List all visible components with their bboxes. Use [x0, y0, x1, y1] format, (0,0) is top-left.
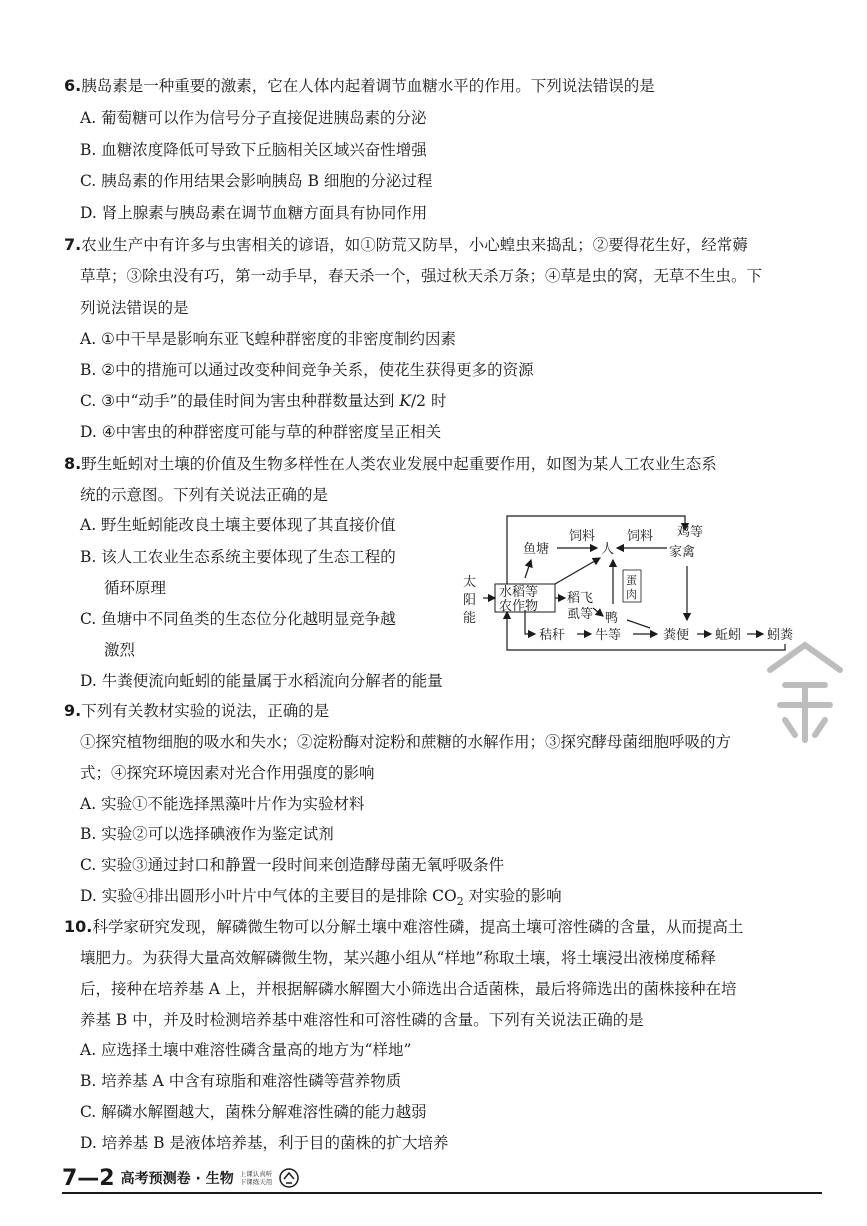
q7-stem-1: 农业生产中有许多与虫害相关的谚语，如①防荒又防旱，小心蝗虫来捣乱；②要得花生好，经常薅	[81, 236, 748, 254]
q7-option-a: A. ①中干旱是影响东亚飞蝗种群密度的非密度制约因素	[80, 330, 456, 348]
footer-title: 高考预测卷 · 生物	[120, 1171, 234, 1187]
q8-option-c-line-2: 激烈	[104, 641, 136, 659]
label-food-1: 蛋	[626, 574, 637, 587]
q9-option-d	[80, 885, 562, 913]
q9-stem-line	[64, 700, 329, 722]
label-sun-3: 能	[463, 611, 477, 626]
q8-stem-2: 统的示意图。下列有关说法正确的是	[80, 486, 329, 504]
q6-number: 6.	[64, 76, 82, 95]
q10-option-b: B. 培养基 A 中含有琼脂和难溶性磷等营养物质	[80, 1072, 402, 1090]
label-pond: 鱼塘	[523, 542, 550, 557]
arrow-rice-to-pond	[525, 560, 531, 578]
q10-stem-4: 养基 B 中，并及时检测培养基中难溶性和可溶性磷的含量。下列有关说法正确的是	[80, 1011, 644, 1029]
publisher-logo-icon	[278, 1167, 300, 1189]
label-rice-1: 水稻等	[499, 585, 539, 600]
q8-option-a: A. 野生蚯蚓能改良土壤主要体现了其直接价值	[80, 516, 396, 534]
q10-option-c: C. 解磷水解圈越大，菌株分解难溶性磷的能力越弱	[80, 1103, 427, 1121]
q8-option-c-line-1: C. 鱼塘中不同鱼类的生态位分化越明显竞争越	[80, 610, 396, 628]
q9-list-2: 式；④探究环境因素对光合作用强度的影响	[80, 764, 375, 782]
q6-stem-line	[64, 75, 655, 97]
q9-option-c: C. 实验③通过封口和静置一段时间来创造酵母菌无氧呼吸条件	[80, 856, 505, 874]
label-wormcast: 蚓粪	[767, 628, 794, 643]
q8-stem-1: 野生蚯蚓对土壤的价值及生物多样性在人类农业发展中起重要作用，如图为某人工农业生态系	[81, 455, 717, 473]
q10-number: 10.	[64, 917, 93, 936]
label-earthworm: 蚯蚓	[715, 628, 742, 643]
footer-slogan	[240, 1170, 273, 1186]
q7-number: 7.	[64, 235, 82, 254]
q10-stem-line-1	[64, 916, 743, 938]
watermark-stamp-icon	[750, 640, 860, 750]
q8-option-d: D. 牛粪便流向蚯蚓的能量属于水稻流向分解者的能量	[80, 672, 443, 690]
q6-stem: 胰岛素是一种重要的激素，它在人体内起着调节血糖水平的作用。下列说法错误的是	[81, 77, 655, 95]
q9-option-d-post: 对实验的影响	[463, 887, 562, 905]
q10-stem-3: 后，接种在培养基 A 上，并根据解磷水解圈大小筛选出合适菌株，最后将筛选出的菌株接种在培	[80, 980, 737, 998]
label-duck: 鸭	[605, 611, 619, 626]
q9-option-d-pre: D. 实验④排出圆形小叶片中气体的主要目的是排除 CO	[80, 887, 457, 905]
label-food-2: 肉	[626, 588, 637, 601]
ecosystem-diagram	[455, 508, 815, 658]
label-sun-2: 阳	[463, 593, 477, 608]
q10-option-a: A. 应选择土壤中难溶性磷含量高的地方为“样地”	[80, 1041, 412, 1059]
label-poultry-2: 家禽	[669, 545, 696, 560]
label-straw: 秸秆	[539, 628, 566, 643]
q8-stem-line-1	[64, 453, 717, 475]
q7-stem-2: 草草；③除虫没有巧，第一动手早，春天杀一个，强过秋天杀万条；④草是虫的窝，无草不生虫。下	[80, 267, 763, 285]
label-planthopper-1: 稻飞	[567, 591, 594, 606]
q10-stem-2: 壤肥力。为获得大量高效解磷微生物，某兴趣小组从“样地”称取土壤，将土壤浸出液梯度稀释	[80, 949, 716, 967]
footer-slogan-1: 上课认真听	[239, 1170, 273, 1178]
label-sun-1: 太	[463, 575, 477, 590]
q9-option-b: B. 实验②可以选择碘液作为鉴定试剂	[80, 825, 334, 843]
q7-stem-line-1	[64, 234, 748, 256]
q6-option-b: B. 血糖浓度降低可导致下丘脑相关区域兴奋性增强	[80, 141, 427, 159]
arrow-rice-to-human	[555, 558, 600, 584]
q6-option-a: A. 葡萄糖可以作为信号分子直接促进胰岛素的分泌	[80, 109, 427, 127]
q10-option-d: D. 培养基 B 是液体培养基，利于目的菌株的扩大培养	[80, 1134, 449, 1152]
q9-option-a: A. 实验①不能选择黑藻叶片作为实验材料	[80, 795, 365, 813]
q8-option-b-line-1: B. 该人工农业生态系统主要体现了生态工程的	[80, 548, 396, 566]
q6-option-c: C. 胰岛素的作用结果会影响胰岛 B 细胞的分泌过程	[80, 172, 433, 190]
label-poultry-1: 鸡等	[677, 525, 704, 540]
q7-stem-3: 列说法错误的是	[80, 299, 189, 317]
arrow-duck-to-manure	[627, 620, 650, 628]
q9-stem: 下列有关教材实验的说法，正确的是	[81, 702, 330, 720]
arrow-planthopper-to-duck	[593, 608, 603, 616]
q6-option-d: D. 肾上腺素与胰岛素在调节血糖方面具有协同作用	[80, 204, 428, 222]
label-rice-2: 农作物	[499, 599, 539, 614]
q9-number: 9.	[64, 701, 82, 720]
footer-slogan-2: 下课练天用	[239, 1178, 273, 1186]
footer-divider	[62, 1192, 822, 1194]
q10-stem-1: 科学家研究发现，解磷微生物可以分解土壤中难溶性磷，提高土壤可溶性磷的含量，从而提高土	[92, 918, 744, 936]
q7-option-c-k: K	[399, 392, 411, 410]
page-footer	[62, 1162, 300, 1194]
q7-option-c	[80, 390, 446, 412]
q9-option-d-sub: 2	[456, 895, 464, 909]
q9-list-1: ①探究植物细胞的吸水和失水；②淀粉酶对淀粉和蔗糖的水解作用；③探究酵母菌细胞呼吸的方	[80, 733, 732, 751]
label-human: 人	[601, 542, 615, 557]
q7-option-c-pre: C. ③中“动手”的最佳时间为害虫种群数量达到	[80, 392, 400, 410]
label-manure: 粪便	[663, 628, 690, 643]
label-planthopper-2: 虱等	[567, 607, 594, 622]
page-number: 7—2	[62, 1165, 115, 1191]
label-feed-2: 饲料	[627, 529, 654, 544]
label-feed-1: 饲料	[569, 529, 596, 544]
q8-option-b-line-2: 循环原理	[104, 579, 167, 597]
q7-option-b: B. ②中的措施可以通过改变种间竞争关系，使花生获得更多的资源	[80, 361, 534, 379]
q8-number: 8.	[64, 454, 82, 473]
q7-option-d: D. ④中害虫的种群密度可能与草的种群密度呈正相关	[80, 423, 442, 441]
q7-option-c-post: /2 时	[410, 392, 447, 410]
label-cattle: 牛等	[595, 628, 622, 643]
